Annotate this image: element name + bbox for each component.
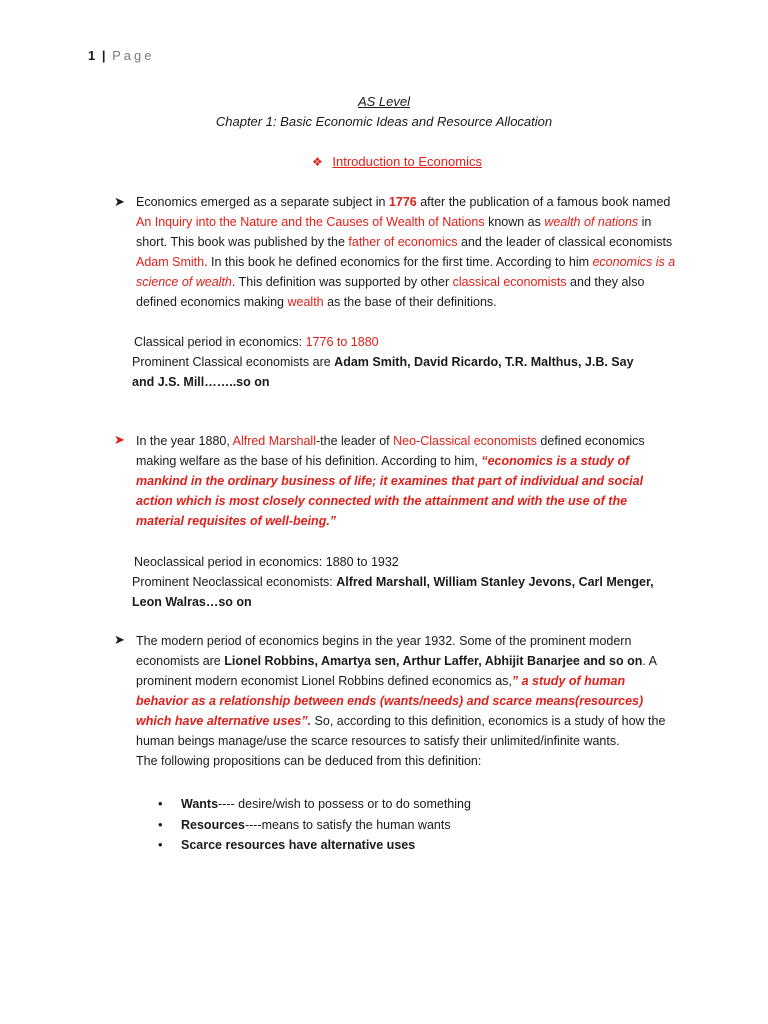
bullet-dot-icon: •: [158, 796, 163, 811]
term: Resources: [181, 817, 245, 832]
label: Classical period in economics:: [134, 335, 306, 349]
page-word: Page: [112, 48, 155, 63]
bullet-dot-icon: •: [158, 816, 163, 832]
highlight-wealth: wealth: [287, 295, 324, 309]
text: known as: [484, 215, 545, 229]
label: Neoclassical period in economics:: [134, 555, 326, 569]
list-item: [158, 835, 471, 856]
section-heading-text: Introduction to Economics: [332, 154, 482, 169]
text: and they also defined economics making: [136, 275, 645, 309]
text: defined economics making welfare as the base of his definition. According to him,: [136, 434, 645, 468]
propositions-intro: The following propositions can be deduced from this definition:: [136, 754, 482, 768]
highlight-year: 1776: [388, 195, 417, 209]
text: So, according to this definition, economics is a study of how the human beings manage/use the scarce resources to satisfy their unlimited/infinite wants.: [136, 714, 666, 748]
period-range: 1776 to 1880: [305, 335, 379, 349]
classical-period-block: [134, 332, 654, 392]
robbins-quote: ” a study of human behavior as a relationship between ends (wants/needs) and scarce means(resources) which have alternative uses”.: [136, 674, 644, 728]
neoclassical-period-block: [134, 552, 664, 612]
text: as the base of their definitions.: [323, 295, 497, 309]
page-header: [88, 48, 155, 63]
list-item: [158, 794, 471, 815]
highlight-short-title: wealth of nations: [544, 215, 639, 229]
text: . In this book he defined economics for the first time. According to him: [204, 255, 593, 269]
text: . This definition was supported by other: [231, 275, 453, 289]
paragraph-adam-smith: [136, 192, 676, 312]
term: Scarce resources have alternative uses: [181, 838, 416, 852]
arrow-bullet-icon: ➤: [114, 194, 125, 209]
label: Prominent Neoclassical economists:: [132, 575, 337, 589]
highlight-book-title: An Inquiry into the Nature and the Causes of Wealth of Nations: [136, 215, 485, 229]
label: Prominent Classical economists are: [132, 355, 335, 369]
text: Economics emerged as a separate subject in: [136, 195, 389, 209]
text: in short. This book was published by the: [136, 215, 652, 249]
highlight-classical: classical economists: [452, 275, 567, 289]
section-heading: [312, 154, 482, 169]
highlight-marshall: Alfred Marshall: [232, 434, 316, 448]
text: after the publication of a famous book named: [416, 195, 671, 209]
propositions-list: [158, 794, 471, 856]
text: and the leader of classical economists: [457, 235, 673, 249]
paragraph-marshall: [136, 431, 676, 531]
names: Alfred Marshall, William Stanley Jevons, Carl Menger, Leon Walras…so on: [132, 575, 654, 609]
classical-period-line: [134, 332, 654, 352]
highlight-definition: economics is a science of wealth: [136, 255, 676, 289]
text: . A prominent modern economist Lionel Robbins defined economics as,: [136, 654, 657, 688]
classical-prominent-line: [132, 352, 654, 392]
text: -the leader of: [315, 434, 394, 448]
paragraph-robbins: [136, 631, 676, 771]
bullet-dot-icon: •: [158, 837, 163, 852]
highlight-father: father of economics: [348, 235, 458, 249]
text: The modern period of economics begins in the year 1932. Some of the prominent modern economists are: [136, 634, 632, 668]
document-subtitle: Chapter 1: Basic Economic Ideas and Resource Allocation: [215, 114, 553, 129]
list-item: [158, 815, 471, 836]
neoclassical-prominent-line: [132, 572, 664, 612]
marshall-quote: “economics is a study of mankind in the ordinary business of life; it examines that part of individual and social action which is most closely connected with the attainment and with the use of the material requisites of well-being.”: [136, 454, 644, 528]
highlight-neo-classical: Neo-Classical economists: [393, 434, 537, 448]
page-number: 1: [88, 48, 96, 63]
diamond-bullet-icon: ❖: [312, 155, 323, 169]
text: In the year 1880,: [136, 434, 233, 448]
description: ---- desire/wish to possess or to do something: [218, 797, 471, 811]
neoclassical-period-line: [134, 552, 664, 572]
arrow-bullet-icon: ➤: [114, 432, 125, 447]
highlight-adam-smith: Adam Smith: [136, 255, 205, 269]
period-range: 1880 to 1932: [325, 555, 399, 569]
document-title: AS Level: [357, 94, 411, 109]
term: Wants: [181, 797, 219, 811]
page-separator: |: [101, 48, 106, 63]
arrow-bullet-icon: ➤: [114, 632, 125, 647]
description: ----means to satisfy the human wants: [244, 817, 451, 832]
names: Adam Smith, David Ricardo, T.R. Malthus, J.B. Say and J.S. Mill……..so on: [132, 355, 634, 389]
modern-economists: Lionel Robbins, Amartya sen, Arthur Laffer, Abhijit Banarjee and so on: [224, 654, 643, 668]
